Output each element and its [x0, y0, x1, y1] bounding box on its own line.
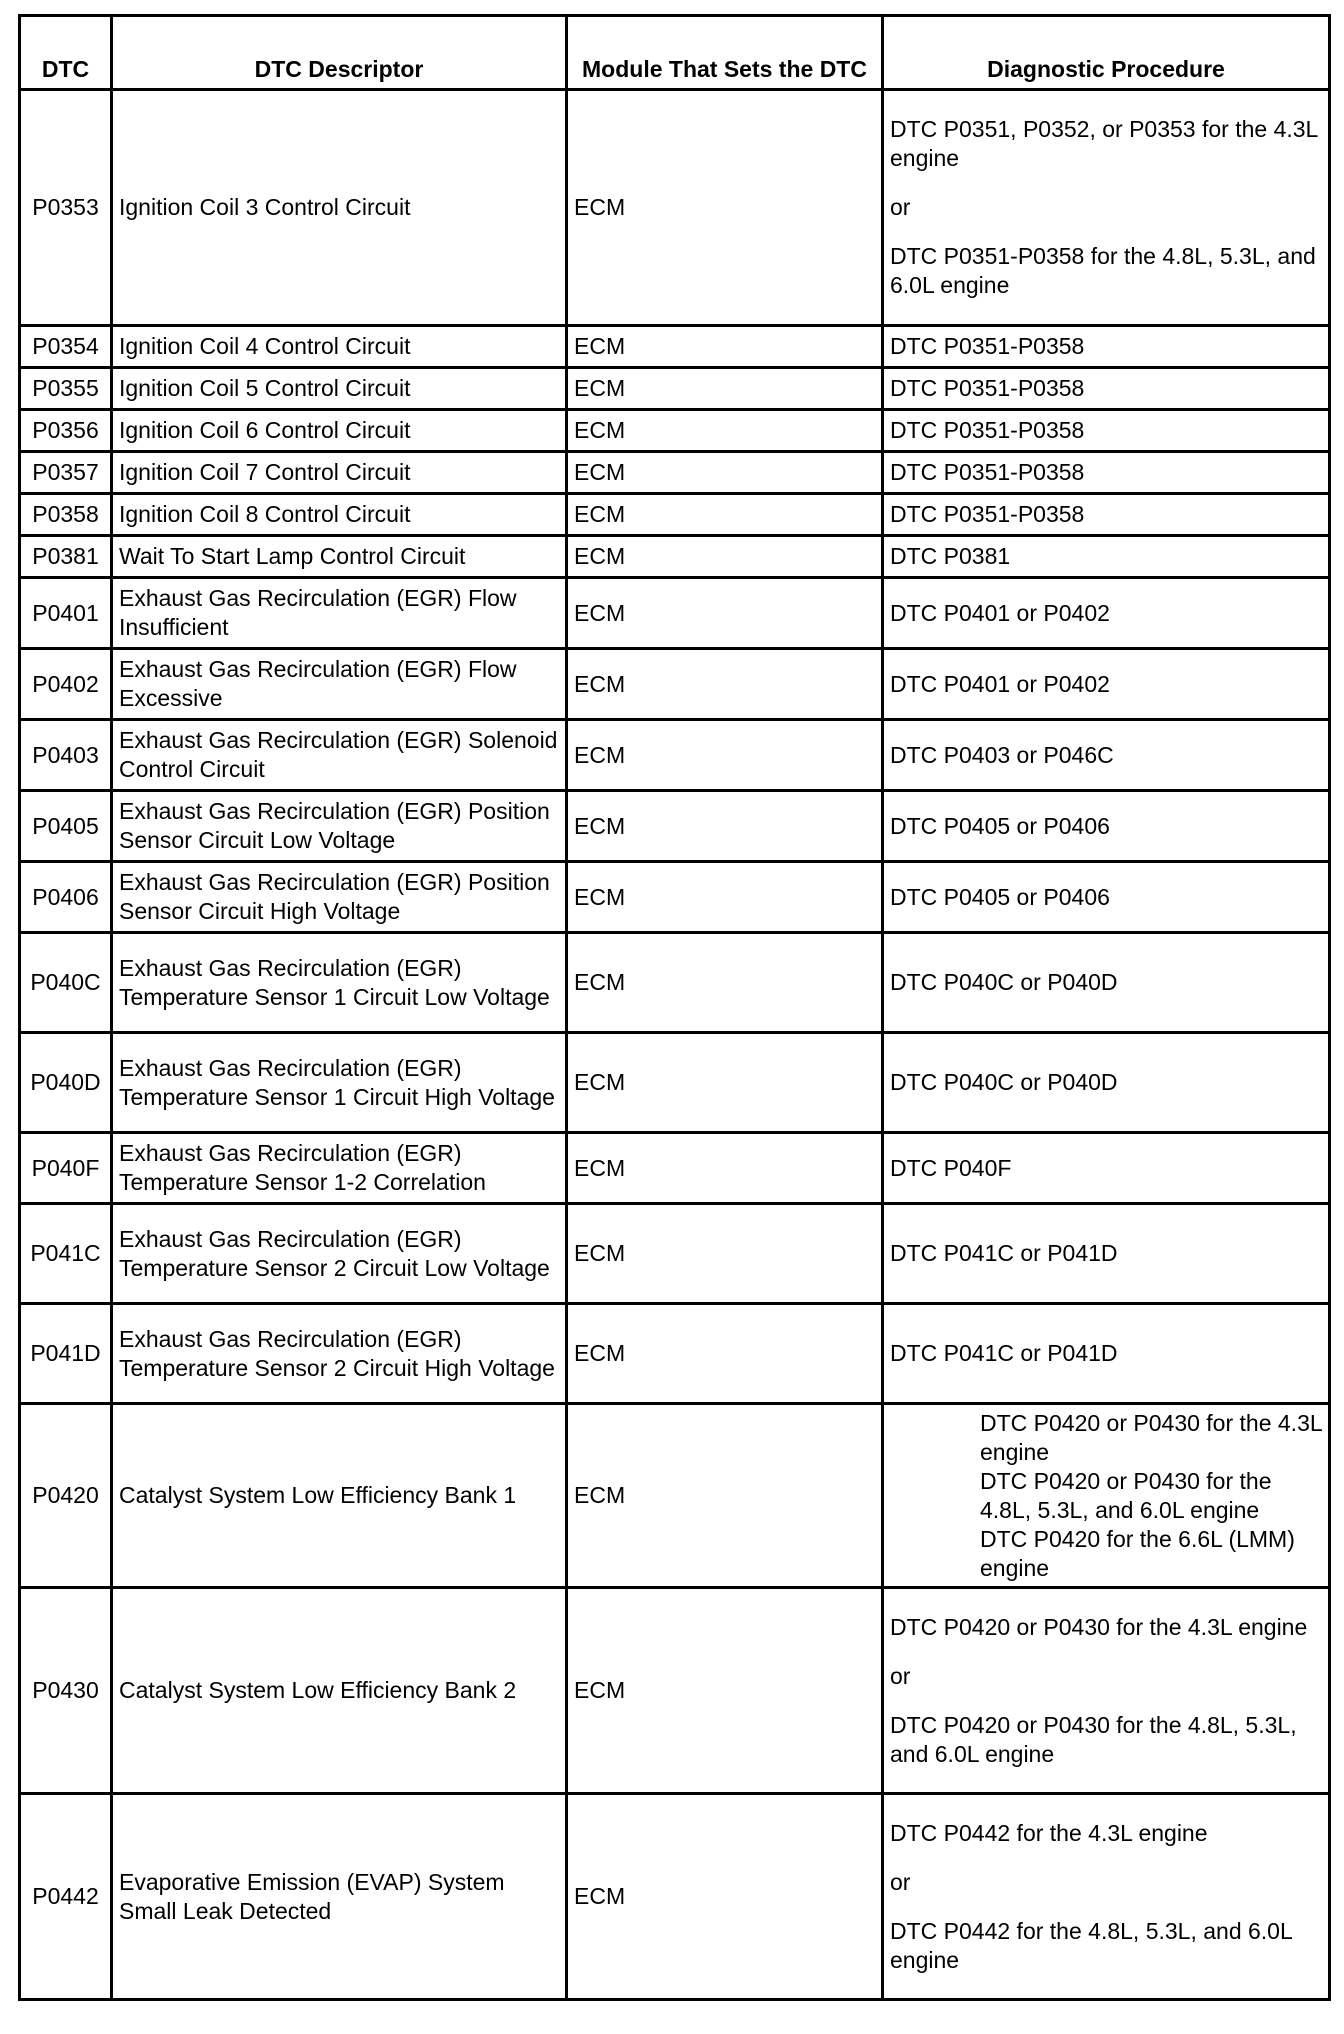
dtc-descriptor: Evaporative Emission (EVAP) System Small Leak Detected	[112, 1794, 567, 2000]
procedure-line: DTC P0420 or P0430 for the 4.8L, 5.3L, and 6.0L engine	[980, 1467, 1272, 1523]
dtc-descriptor: Ignition Coil 6 Control Circuit	[112, 410, 567, 452]
procedure-line: DTC P0420 or P0430 for the 4.3L engine	[890, 1613, 1308, 1640]
diagnostic-procedure: DTC P0351-P0358	[883, 410, 1330, 452]
dtc-descriptor: Ignition Coil 4 Control Circuit	[112, 326, 567, 368]
setting-module: ECM	[567, 1204, 883, 1304]
table-row	[20, 410, 1330, 452]
diagnostic-procedure	[883, 1588, 1330, 1794]
setting-module: ECM	[567, 326, 883, 368]
diagnostic-procedure: DTC P040C or P040D	[883, 1033, 1330, 1133]
setting-module: ECM	[567, 862, 883, 933]
setting-module: ECM	[567, 649, 883, 720]
diagnostic-procedure: DTC P0401 or P0402	[883, 578, 1330, 649]
diagnostic-procedure: DTC P0405 or P0406	[883, 791, 1330, 862]
dtc-descriptor: Exhaust Gas Recirculation (EGR) Solenoid Control Circuit	[112, 720, 567, 791]
setting-module: ECM	[567, 410, 883, 452]
header-module: Module That Sets the DTC	[567, 16, 883, 90]
diagnostic-procedure	[883, 1794, 1330, 2000]
dtc-code: P041C	[20, 1204, 112, 1304]
dtc-code: P0356	[20, 410, 112, 452]
setting-module: ECM	[567, 1304, 883, 1404]
dtc-code: P040C	[20, 933, 112, 1033]
table-row	[20, 494, 1330, 536]
dtc-descriptor: Exhaust Gas Recirculation (EGR) Temperature Sensor 1 Circuit High Voltage	[112, 1033, 567, 1133]
diagnostic-procedure	[883, 1404, 1330, 1588]
diagnostic-procedure: DTC P041C or P041D	[883, 1304, 1330, 1404]
procedure-line: DTC P0351-P0358 for the 4.8L, 5.3L, and 6.0L engine	[890, 243, 1316, 298]
table-header-row	[20, 16, 1330, 90]
dtc-descriptor: Ignition Coil 8 Control Circuit	[112, 494, 567, 536]
dtc-table	[18, 14, 1331, 2001]
setting-module: ECM	[567, 1588, 883, 1794]
dtc-descriptor: Exhaust Gas Recirculation (EGR) Temperature Sensor 2 Circuit Low Voltage	[112, 1204, 567, 1304]
procedure-line: or	[890, 1868, 911, 1895]
dtc-code: P0355	[20, 368, 112, 410]
setting-module: ECM	[567, 1794, 883, 2000]
setting-module: ECM	[567, 1404, 883, 1588]
dtc-descriptor: Catalyst System Low Efficiency Bank 1	[112, 1404, 567, 1588]
dtc-code: P040D	[20, 1033, 112, 1133]
table-row	[20, 720, 1330, 791]
dtc-code: P0381	[20, 536, 112, 578]
dtc-code: P0430	[20, 1588, 112, 1794]
table-row	[20, 536, 1330, 578]
setting-module: ECM	[567, 578, 883, 649]
diagnostic-procedure	[883, 90, 1330, 326]
page	[18, 14, 1328, 2001]
table-row	[20, 1133, 1330, 1204]
dtc-descriptor: Ignition Coil 5 Control Circuit	[112, 368, 567, 410]
dtc-descriptor: Exhaust Gas Recirculation (EGR) Flow Excessive	[112, 649, 567, 720]
header-dtc: DTC	[20, 16, 112, 90]
setting-module: ECM	[567, 90, 883, 326]
table-row	[20, 452, 1330, 494]
diagnostic-procedure: DTC P040C or P040D	[883, 933, 1330, 1033]
table-row	[20, 1204, 1330, 1304]
dtc-code: P0403	[20, 720, 112, 791]
procedure-line: DTC P0442 for the 4.3L engine	[890, 1819, 1208, 1846]
procedure-line: DTC P0420 or P0430 for the 4.8L, 5.3L, and 6.0L engine	[890, 1711, 1297, 1767]
dtc-descriptor: Catalyst System Low Efficiency Bank 2	[112, 1588, 567, 1794]
table-row	[20, 649, 1330, 720]
dtc-descriptor: Ignition Coil 3 Control Circuit	[112, 90, 567, 326]
dtc-code: P0405	[20, 791, 112, 862]
dtc-descriptor: Exhaust Gas Recirculation (EGR) Temperature Sensor 2 Circuit High Voltage	[112, 1304, 567, 1404]
table-row	[20, 578, 1330, 649]
dtc-code: P0357	[20, 452, 112, 494]
diagnostic-procedure: DTC P0401 or P0402	[883, 649, 1330, 720]
table-row	[20, 1794, 1330, 2000]
table-row	[20, 1588, 1330, 1794]
dtc-code: P0402	[20, 649, 112, 720]
header-descriptor: DTC Descriptor	[112, 16, 567, 90]
setting-module: ECM	[567, 368, 883, 410]
procedure-line: DTC P0351, P0352, or P0353 for the 4.3L engine	[890, 116, 1318, 171]
dtc-code: P0406	[20, 862, 112, 933]
dtc-code: P0420	[20, 1404, 112, 1588]
table-row	[20, 1033, 1330, 1133]
procedure-line: or	[890, 1662, 911, 1689]
table-row	[20, 862, 1330, 933]
setting-module: ECM	[567, 452, 883, 494]
dtc-descriptor: Exhaust Gas Recirculation (EGR) Flow Insufficient	[112, 578, 567, 649]
dtc-descriptor: Exhaust Gas Recirculation (EGR) Position Sensor Circuit High Voltage	[112, 862, 567, 933]
dtc-descriptor: Exhaust Gas Recirculation (EGR) Temperature Sensor 1-2 Correlation	[112, 1133, 567, 1204]
dtc-code: P041D	[20, 1304, 112, 1404]
dtc-code: P0358	[20, 494, 112, 536]
table-row	[20, 368, 1330, 410]
setting-module: ECM	[567, 933, 883, 1033]
dtc-descriptor: Wait To Start Lamp Control Circuit	[112, 536, 567, 578]
table-row	[20, 933, 1330, 1033]
procedure-line: DTC P0442 for the 4.8L, 5.3L, and 6.0L engine	[890, 1917, 1292, 1973]
table-row	[20, 90, 1330, 326]
setting-module: ECM	[567, 536, 883, 578]
setting-module: ECM	[567, 1133, 883, 1204]
table-row	[20, 791, 1330, 862]
dtc-descriptor: Exhaust Gas Recirculation (EGR) Temperature Sensor 1 Circuit Low Voltage	[112, 933, 567, 1033]
diagnostic-procedure: DTC P0403 or P046C	[883, 720, 1330, 791]
setting-module: ECM	[567, 791, 883, 862]
dtc-descriptor: Exhaust Gas Recirculation (EGR) Position Sensor Circuit Low Voltage	[112, 791, 567, 862]
diagnostic-procedure: DTC P0405 or P0406	[883, 862, 1330, 933]
dtc-code: P040F	[20, 1133, 112, 1204]
table-row	[20, 1304, 1330, 1404]
diagnostic-procedure: DTC P0351-P0358	[883, 452, 1330, 494]
diagnostic-procedure: DTC P0351-P0358	[883, 494, 1330, 536]
dtc-descriptor: Ignition Coil 7 Control Circuit	[112, 452, 567, 494]
diagnostic-procedure: DTC P0381	[883, 536, 1330, 578]
table-row	[20, 1404, 1330, 1588]
diagnostic-procedure: DTC P0351-P0358	[883, 326, 1330, 368]
diagnostic-procedure: DTC P040F	[883, 1133, 1330, 1204]
dtc-code: P0354	[20, 326, 112, 368]
procedure-line: DTC P0420 or P0430 for the 4.3L engine	[980, 1409, 1322, 1465]
setting-module: ECM	[567, 494, 883, 536]
procedure-line: or	[890, 194, 911, 220]
dtc-code: P0401	[20, 578, 112, 649]
dtc-code: P0353	[20, 90, 112, 326]
setting-module: ECM	[567, 1033, 883, 1133]
header-procedure: Diagnostic Procedure	[883, 16, 1330, 90]
procedure-line: DTC P0420 for the 6.6L (LMM) engine	[980, 1525, 1295, 1581]
table-row	[20, 326, 1330, 368]
dtc-code: P0442	[20, 1794, 112, 2000]
diagnostic-procedure: DTC P041C or P041D	[883, 1204, 1330, 1304]
diagnostic-procedure: DTC P0351-P0358	[883, 368, 1330, 410]
setting-module: ECM	[567, 720, 883, 791]
